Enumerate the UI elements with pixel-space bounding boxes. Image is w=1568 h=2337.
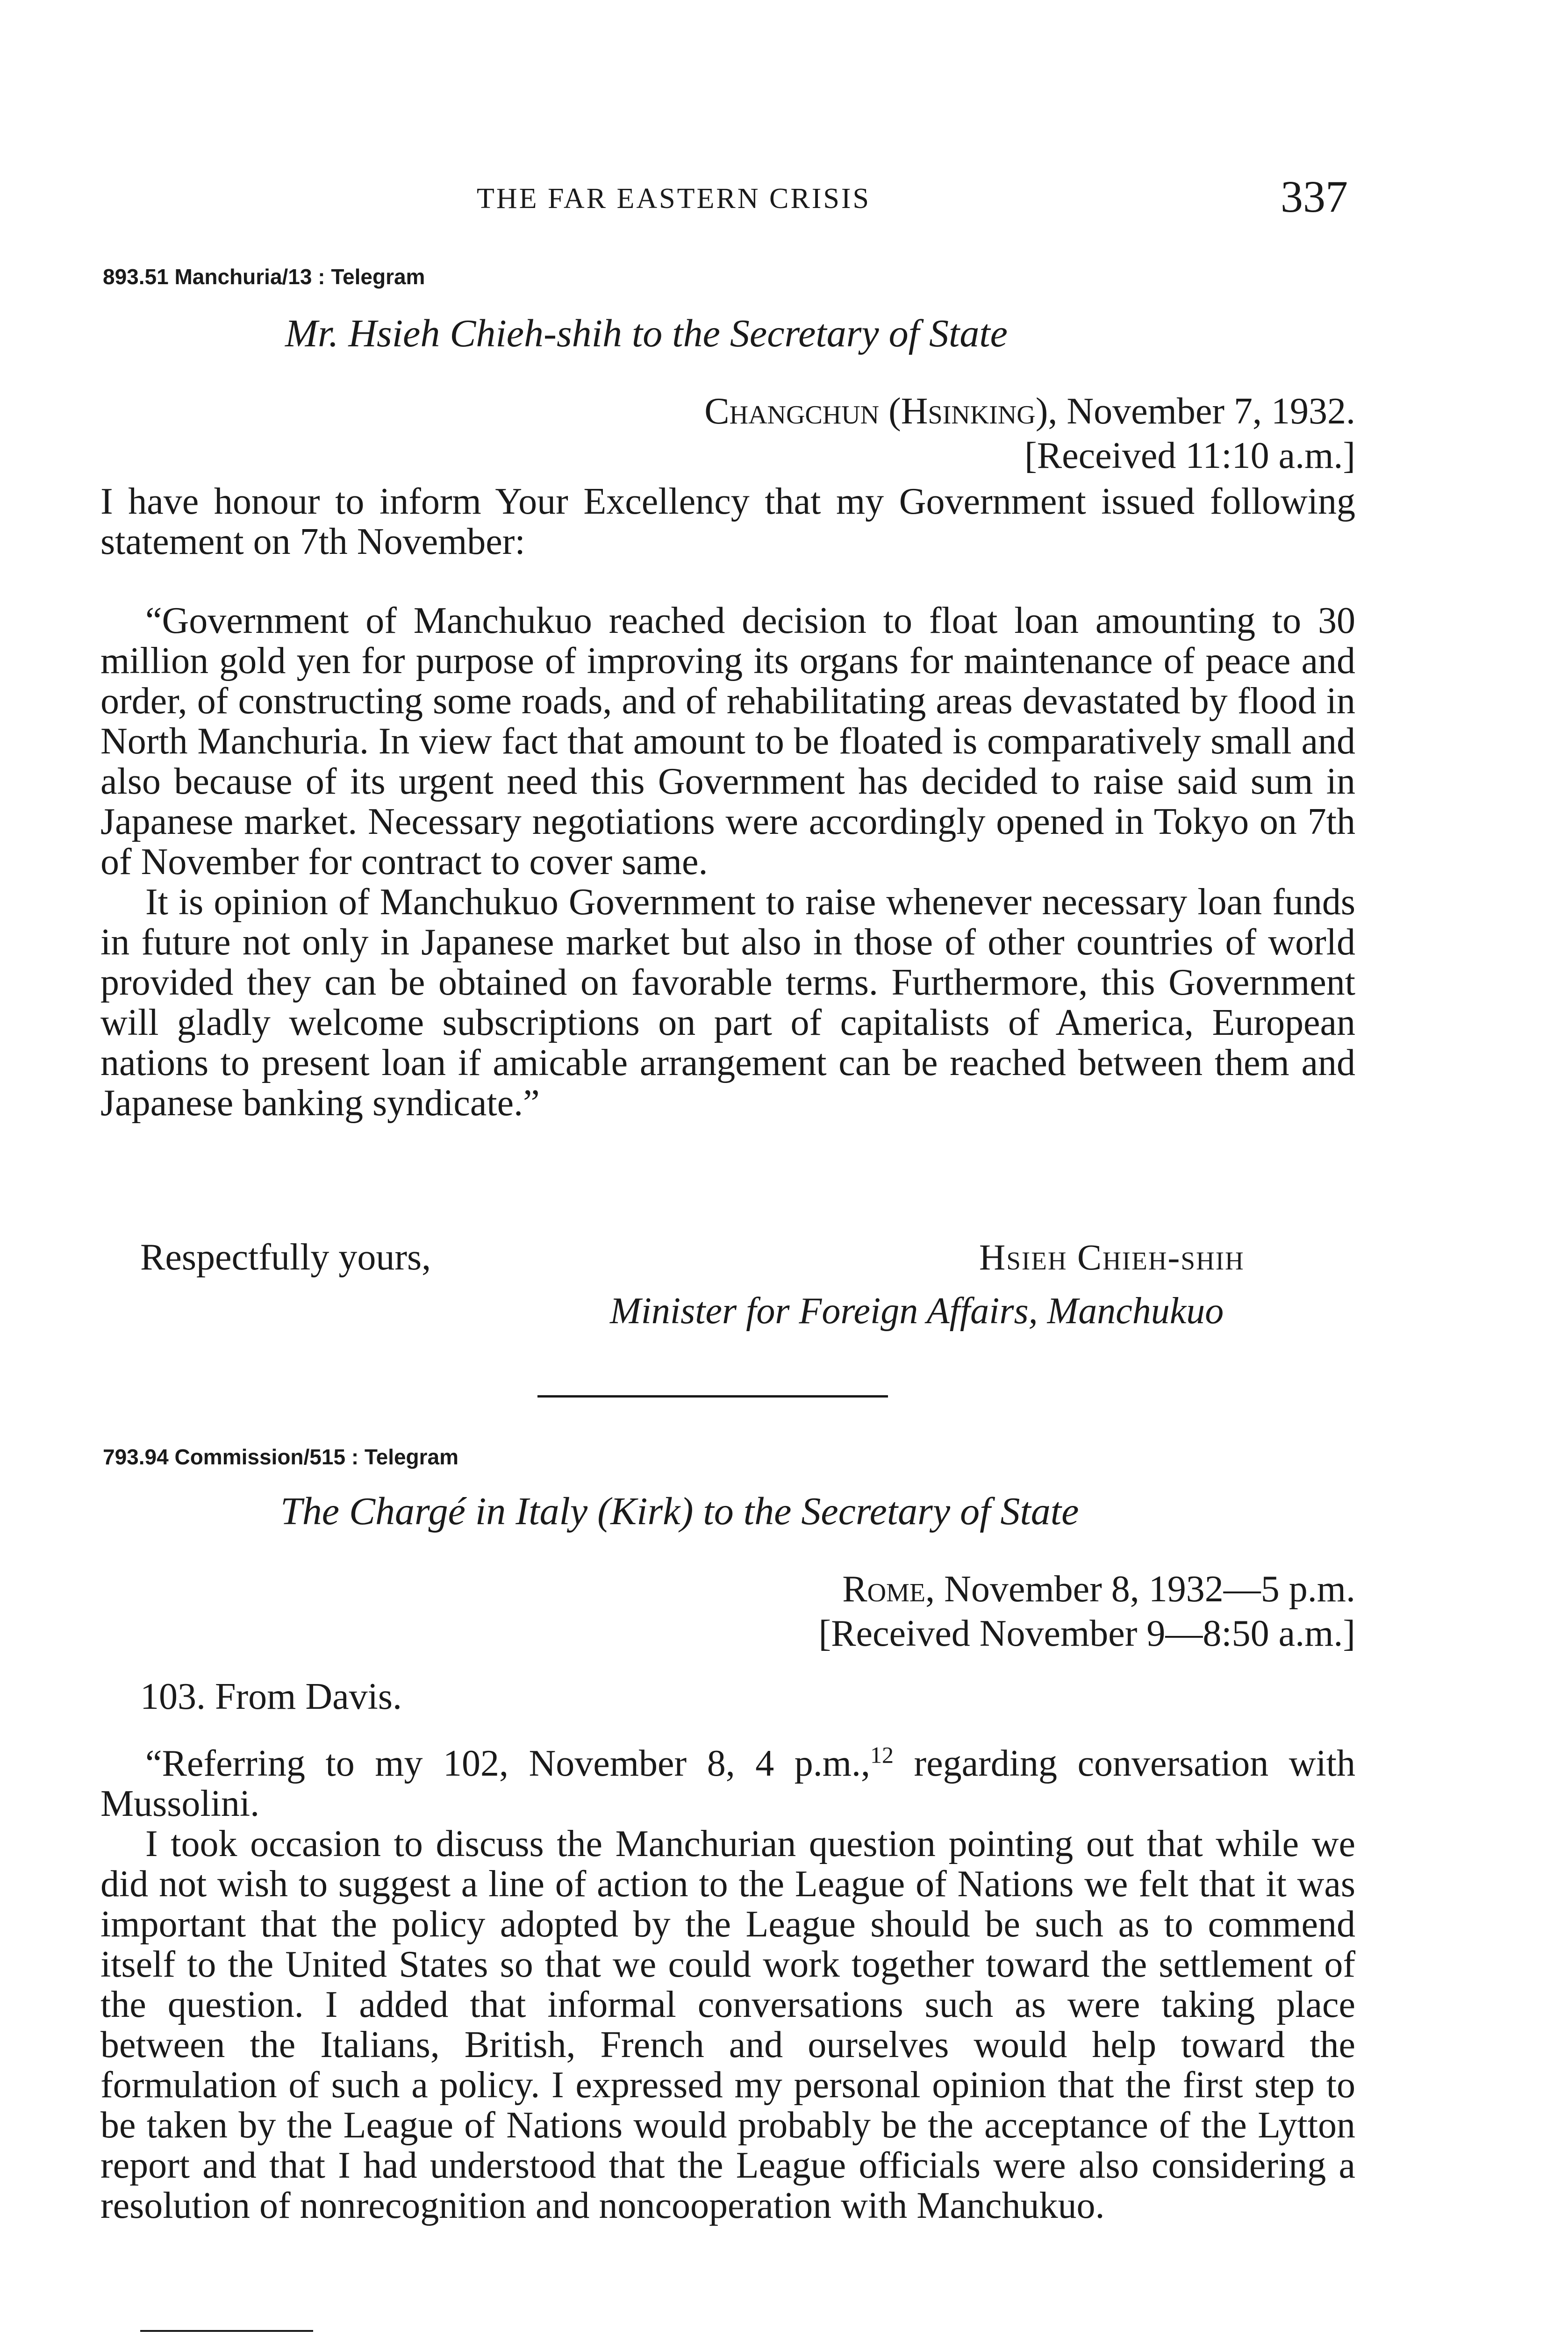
signer-title: Minister for Foreign Affairs, Manchukuo (610, 1290, 1224, 1332)
footnote-rule (140, 2330, 313, 2332)
document-heading-2: The Chargé in Italy (Kirk) to the Secretary of State (280, 1490, 1079, 1533)
page-number: 337 (1281, 172, 1348, 222)
footnote-reference[interactable]: 12 (870, 1742, 894, 1768)
dateline-place: Rome (842, 1569, 926, 1610)
dateline-2 (467, 1568, 1355, 1611)
intro-paragraph: I have honour to inform Your Excellency that my Government issued following statement on 7th November: (100, 481, 1355, 562)
file-reference-1: 893.51 Manchuria/13 : Telegram (103, 265, 425, 289)
telegram-from-line: 103. From Davis. (140, 1676, 402, 1717)
section-divider (537, 1395, 888, 1398)
received-note-2: [Received November 9—8:50 a.m.] (818, 1613, 1355, 1654)
file-reference-2: 793.94 Commission/515 : Telegram (103, 1445, 459, 1469)
running-head: THE FAR EASTERN CRISIS (477, 183, 871, 215)
dateline-date: , November 8, 1932—5 p.m. (925, 1569, 1355, 1610)
telegram-paragraph-1-start: “Referring to my 102, November 8, 4 p.m., (145, 1743, 870, 1784)
dateline-date: , November 7, 1932. (1048, 391, 1355, 432)
statement-paragraph-2: It is opinion of Manchukuo Government to raise whenever necessary loan funds in future not only in Japanese market but also in those of other countries of world provided they can be obtained on favorable terms. Furthermore, this Government will gladly welcome subscriptions on part of capitalists of America, European nations to present loan if amicable arrangement can be reached between them and Japanese banking syndicate.” (100, 882, 1355, 1124)
closing: Respectfully yours, (140, 1237, 431, 1278)
document-heading-1: Mr. Hsieh Chieh-shih to the Secretary of State (285, 312, 1008, 355)
telegram-paragraph-1 (100, 1743, 1355, 1824)
telegram-paragraph-2: I took occasion to discuss the Manchurian question pointing out that while we did not wish to suggest a line of action to the League of Nations we felt that it was important that the policy adopted by the League should be such as to commend itself to the United States so that we could work together toward the settlement of the question. I added that informal conversations such as were taking place between the Italians, British, French and ourselves would help toward the formulation of such a policy. I expressed my personal opinion that the first step to be taken by the League of Nations would probably be the acceptance of the Lytton report and that I had understood that the League officials were also considering a resolution of nonrecognition and noncooperation with Manchukuo. (100, 1823, 1355, 2226)
dateline-place: Changchun (Hsinking) (704, 391, 1048, 432)
signature: Hsieh Chieh-shih (979, 1237, 1245, 1277)
dateline-1 (467, 390, 1355, 433)
telegram-paragraph-1-end: regarding conversation with Mussolini. (100, 1743, 1356, 1824)
received-note-1: [Received 11:10 a.m.] (1024, 435, 1355, 476)
statement-paragraph-1: “Government of Manchukuo reached decision to float loan amounting to 30 million gold yen for purpose of improving its organs for maintenance of peace and order, of constructing some roads, and of rehabilitating areas devastated by flood in North Manchuria. In view fact that amount to be floated is comparatively small and also because of its urgent need this Government has decided to raise said sum in Japanese market. Necessary negotiations were accordingly opened in Tokyo on 7th of November for contract to cover same. (100, 600, 1355, 882)
document-body-1 (100, 481, 1355, 562)
document-body-2 (100, 1743, 1355, 2226)
statement-quote (100, 601, 1355, 1123)
